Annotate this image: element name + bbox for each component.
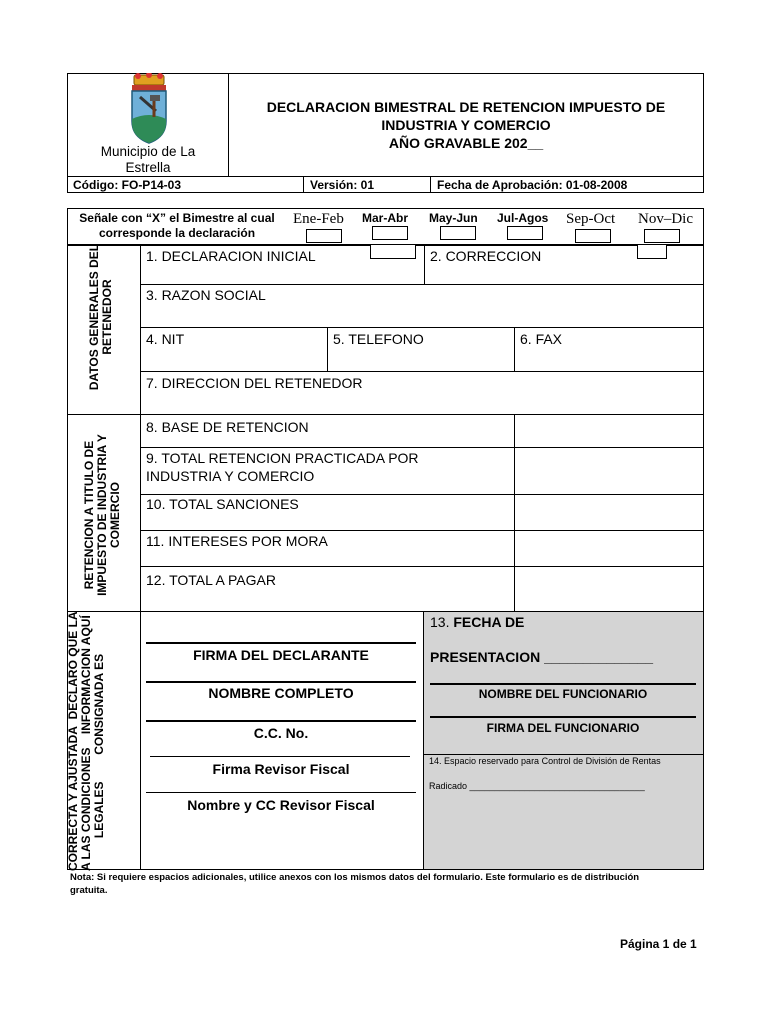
bimester-checkbox-mar-abr[interactable] bbox=[372, 226, 408, 240]
field-total-retention-line2: INDUSTRIA Y COMERCIO bbox=[146, 468, 315, 484]
checkbox-declaration-initial[interactable] bbox=[370, 244, 416, 259]
side-line-4: INFORMACION AQUÍ bbox=[79, 615, 93, 735]
field-nit[interactable]: 4. NIT bbox=[146, 331, 185, 347]
side-line-5: LEGALES bbox=[92, 781, 106, 839]
presentation-date-text-a: FECHA DE bbox=[453, 614, 525, 630]
header-divider bbox=[228, 73, 229, 177]
value-retention-base[interactable] bbox=[515, 415, 703, 447]
row-line bbox=[140, 371, 704, 372]
row-line bbox=[140, 284, 704, 285]
bimester-label-ene-feb: Ene-Feb bbox=[293, 211, 344, 227]
field-correction: 2. CORRECCION bbox=[430, 248, 542, 264]
bimester-label-nov-dic: Nov–Dic bbox=[638, 211, 693, 227]
field-total-payable: 12. TOTAL A PAGAR bbox=[146, 572, 276, 588]
auditor-name-label: Nombre y CC Revisor Fiscal bbox=[187, 797, 375, 813]
field-retention-base: 8. BASE DE RETENCION bbox=[146, 419, 309, 435]
id-number-label: C.C. No. bbox=[253, 725, 309, 741]
page-number: Página 1 de 1 bbox=[620, 937, 697, 951]
bimester-checkbox-sep-oct[interactable] bbox=[575, 229, 611, 243]
field-total-sanctions: 10. TOTAL SANCIONES bbox=[146, 496, 299, 512]
signature-divider bbox=[423, 611, 424, 870]
bimester-label-may-jun: May-Jun bbox=[429, 211, 478, 225]
reserved-space-label: 14. Espacio reservado para Control de División de Rentas bbox=[429, 756, 661, 766]
official-signature-label: FIRMA DEL FUNCIONARIO bbox=[486, 721, 640, 735]
presentation-date-number: 13. bbox=[430, 614, 454, 630]
field-total-retention-line1: 9. TOTAL RETENCION PRACTICADA POR bbox=[146, 450, 419, 466]
side-line-3: A LAS CONDICIONES bbox=[79, 747, 93, 871]
approval-date: Fecha de Aprobación: 01-08-2008 bbox=[437, 178, 628, 192]
bimester-label-mar-abr: Mar-Abr bbox=[362, 211, 409, 225]
auditor-name-line[interactable] bbox=[146, 792, 416, 793]
declarant-signature-label: FIRMA DEL DECLARANTE bbox=[193, 647, 369, 663]
coat-of-arms-logo bbox=[126, 73, 172, 145]
footer-note-line1: Nota: Si requiere espacios adicionales, utilice anexos con los mismos datos del formulario. Este formulario es de distribución bbox=[70, 872, 640, 883]
version-divider bbox=[430, 176, 431, 193]
footer-note-line2: gratuita. bbox=[70, 885, 108, 896]
presentation-date-label bbox=[430, 614, 524, 630]
bimester-label-sep-oct: Sep-Oct bbox=[566, 211, 616, 227]
bimester-instruction: Señale con “X” el Bimestre al cual corresponde la declaración bbox=[79, 211, 275, 240]
row-line bbox=[140, 566, 704, 567]
field-company-name[interactable]: 3. RAZON SOCIAL bbox=[146, 287, 266, 303]
bimester-checkbox-ene-feb[interactable] bbox=[306, 229, 342, 243]
form-title-line3: AÑO GRAVABLE 202__ bbox=[388, 135, 544, 151]
form-title-line2: INDUSTRIA Y COMERCIO bbox=[381, 117, 551, 133]
phone-fax-divider bbox=[514, 327, 515, 371]
full-name-label: NOMBRE COMPLETO bbox=[208, 685, 354, 701]
row-line bbox=[140, 447, 704, 448]
nit-phone-divider bbox=[327, 327, 328, 371]
initial-correction-divider bbox=[424, 244, 425, 284]
municipality-name: Municipio de La Estrella bbox=[100, 144, 196, 175]
bimester-label-jul-agos: Jul-Agos bbox=[497, 211, 549, 225]
checkbox-correction[interactable] bbox=[637, 244, 667, 259]
official-name-label: NOMBRE DEL FUNCIONARIO bbox=[478, 687, 648, 701]
field-fax[interactable]: 6. FAX bbox=[520, 331, 563, 347]
reserved-section-line bbox=[424, 754, 704, 755]
field-phone[interactable]: 5. TELEFONO bbox=[333, 331, 424, 347]
header-code-row-line bbox=[67, 176, 704, 177]
form-code: Código: FO-P14-03 bbox=[73, 178, 182, 192]
side-label-retention: RETENCION A TITULO DE IMPUESTO DE INDUSTRIA Y COMERCIO bbox=[82, 434, 122, 596]
bimester-checkbox-jul-agos[interactable] bbox=[507, 226, 543, 240]
form-title-line1: DECLARACION BIMESTRAL DE RETENCION IMPUESTO DE bbox=[266, 99, 666, 115]
field-address[interactable]: 7. DIRECCION DEL RETENEDOR bbox=[146, 375, 363, 391]
form-version: Versión: 01 bbox=[310, 178, 375, 192]
id-number-line[interactable] bbox=[146, 720, 416, 722]
field-late-interest: 11. INTERESES POR MORA bbox=[146, 533, 328, 549]
side-label-divider bbox=[140, 244, 141, 870]
field-declaration-initial: 1. DECLARACION INICIAL bbox=[146, 248, 316, 264]
presentation-date-field[interactable]: PRESENTACION ______________ bbox=[430, 649, 654, 665]
side-line-2: DECLARO QUE LA bbox=[66, 611, 80, 720]
row-line bbox=[140, 530, 704, 531]
row-line bbox=[140, 327, 704, 328]
side-label-declaration bbox=[66, 611, 127, 871]
side-line-1: CORRECTA Y AJUSTADA bbox=[66, 726, 80, 871]
bimester-checkbox-may-jun[interactable] bbox=[440, 226, 476, 240]
full-name-line[interactable] bbox=[146, 681, 416, 683]
side-label-general-data: DATOS GENERALES DEL RETENEDOR bbox=[87, 243, 114, 391]
auditor-signature-line[interactable] bbox=[150, 756, 410, 757]
official-name-line[interactable] bbox=[430, 683, 696, 685]
bimester-checkbox-nov-dic[interactable] bbox=[644, 229, 680, 243]
code-divider bbox=[303, 176, 304, 193]
auditor-signature-label: Firma Revisor Fiscal bbox=[212, 761, 350, 777]
filed-number-field[interactable]: Radicado ___________________________________ bbox=[429, 781, 645, 791]
official-signature-line[interactable] bbox=[430, 716, 696, 718]
row-line bbox=[140, 494, 704, 495]
side-line-6: CONSIGNADA ES bbox=[92, 653, 106, 755]
declarant-signature-line[interactable] bbox=[146, 642, 416, 644]
